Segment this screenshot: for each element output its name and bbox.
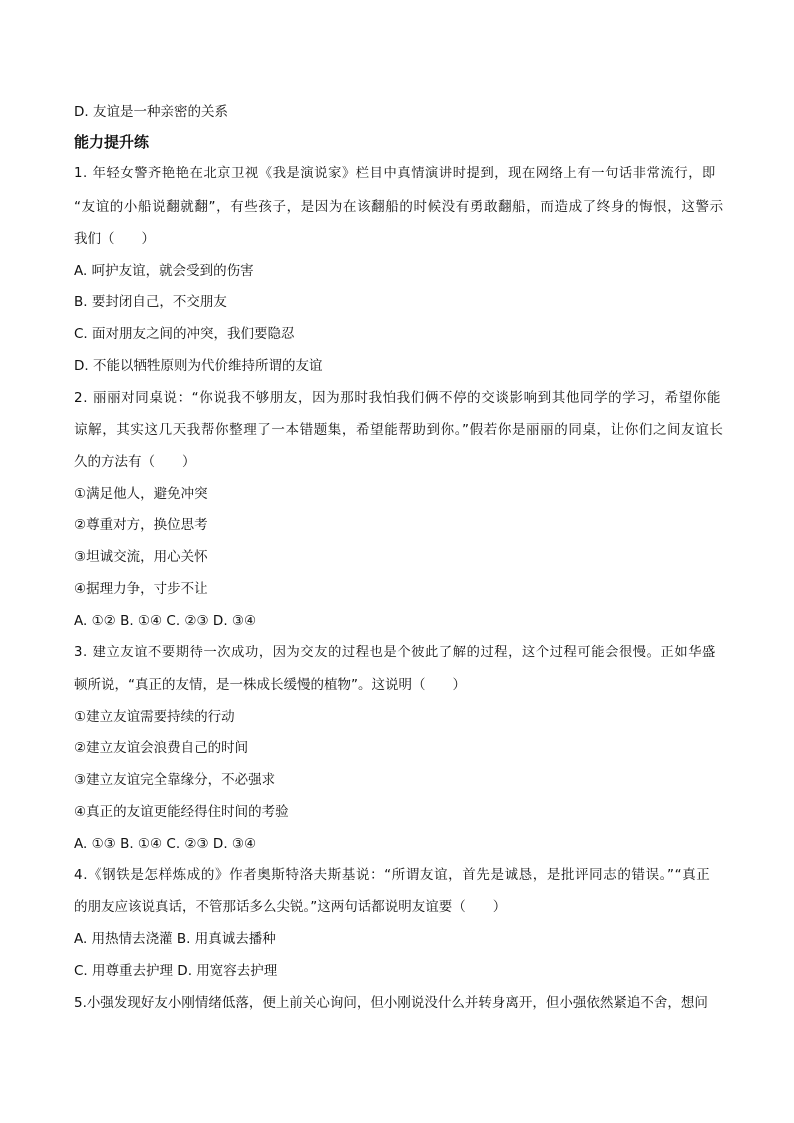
q3-item-4: ④真正的友谊更能经得住时间的考验 [74,804,289,820]
q4-stem-line-2: 的朋友应该说真话，不管那话多么尖锐。”这两句话都说明友谊要（ ） [74,899,507,915]
q1-stem-line-2: “友谊的小船说翻就翻”，有些孩子，是因为在该翻船的时候没有勇敢翻船，而造成了终身的悔恨，这警示 [74,199,724,215]
q3-options: A. ①③ B. ①④ C. ②③ D. ③④ [74,836,257,852]
q1-stem-line-3: 我们（ ） [74,231,155,247]
q1-option-c: C. 面对朋友之间的冲突，我们要隐忍 [74,326,295,342]
q1-stem-line-1: 1. 年轻女警齐艳艳在北京卫视《我是演说家》栏目中真情演讲时提到，现在网络上有一句话非常流行，即 [74,166,716,181]
q1-option-d: D. 不能以牺牲原则为代价维持所谓的友谊 [74,358,323,374]
q2-stem-line-1: 2. 丽丽对同桌说：“你说我不够朋友，因为那时我怕我们俩不停的交谈影响到其他同学的学习，希望你能 [74,390,721,406]
q5-stem-line-1: 5.小强发现好友小刚情绪低落，便上前关心询问，但小刚说没什么并转身离开，但小强依然紧追不舍，想问 [74,995,708,1011]
q4-stem-line-1: 4.《钢铁是怎样炼成的》作者奥斯特洛夫斯基说：“所谓友谊，首先是诚恳，是批评同志的错误。”“真正 [74,867,711,883]
q2-item-3: ③坦诚交流，用心关怀 [74,549,208,565]
q2-item-1: ①满足他人，避免冲突 [74,486,208,502]
q2-item-2: ②尊重对方，换位思考 [74,517,208,533]
q4-options-line-1: A. 用热情去浇灌 B. 用真诚去播种 [74,931,276,947]
q2-item-4: ④据理力争，寸步不让 [74,581,208,597]
q4-options-line-2: C. 用尊重去护理 D. 用宽容去护理 [74,963,278,979]
q2-options: A. ①② B. ①④ C. ②③ D. ③④ [74,613,257,629]
q1-option-a: A. 呵护友谊，就会受到的伤害 [74,263,254,279]
section-title: 能力提升练 [74,133,150,151]
q3-item-2: ②建立友谊会浪费自己的时间 [74,740,249,756]
previous-question-option-d: D. 友谊是一种亲密的关系 [74,104,228,120]
q3-item-1: ①建立友谊需要持续的行动 [74,709,235,725]
q2-stem-line-2: 谅解，其实这几天我帮你整理了一本错题集，希望能帮助到你。”假若你是丽丽的同桌，让你们之间友谊长 [74,422,724,438]
q2-stem-line-3: 久的方法有（ ） [74,454,196,470]
q3-stem-line-1: 3. 建立友谊不要期待一次成功，因为交友的过程也是个彼此了解的过程，这个过程可能会很慢。正如华盛 [74,645,716,660]
q1-option-b: B. 要封闭自己，不交朋友 [74,294,227,310]
q3-item-3: ③建立友谊完全靠缘分，不必强求 [74,772,276,788]
q3-stem-line-2: 顿所说，“真正的友情，是一株成长缓慢的植物”。这说明（ ） [74,677,466,693]
